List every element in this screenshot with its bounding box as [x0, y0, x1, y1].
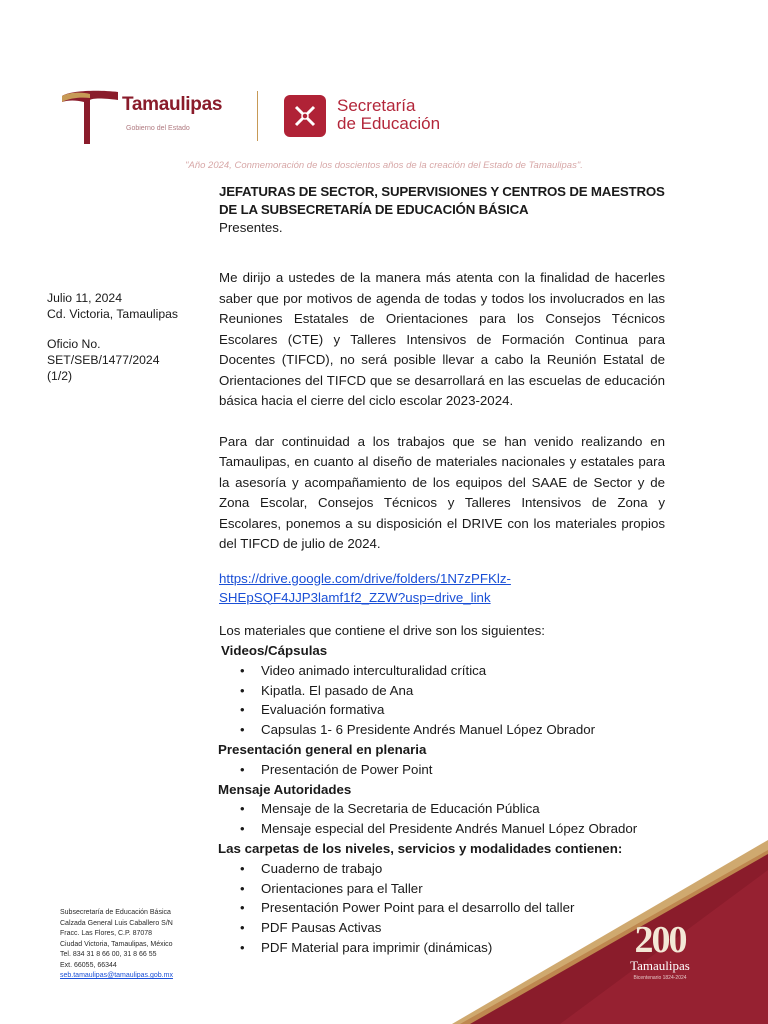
footer-line: Calzada General Luis Caballero S/N — [60, 919, 173, 927]
list-item: • Presentación de Power Point — [261, 760, 688, 780]
list-item: • Capsulas 1- 6 Presidente Andrés Manuel López Obrador — [261, 720, 688, 740]
pencil-ruler-icon — [284, 95, 326, 137]
drive-link-line2[interactable]: SHEpSQF4JJP3lamf1f2_ZZW?usp=drive_link — [219, 589, 491, 605]
letter-body — [219, 268, 665, 641]
section-heading-mensaje: Mensaje Autoridades — [218, 781, 352, 797]
tamaulipas-emblem-icon — [60, 88, 120, 148]
paragraph-2: Para dar continuidad a los trabajos que se han venido realizando en Tamaulipas, en cuanto al diseño de materiales nacionales y estatales para la asesoría y acompañamiento de los equipos del SAAE de Sector y de Zona Escolar, Consejos Técnicos y Talleres Intensivos de Zona y Escolares, ponemos a su disposición el DRIVE con los materiales propios del TIFCD de julio de 2024. — [219, 433, 665, 551]
letter-date: Julio 11, 2024 — [47, 291, 122, 305]
footer-line: Tel. 834 31 8 66 00, 31 8 66 55 — [60, 951, 157, 958]
paragraph-1: Me dirijo a ustedes de la manera más atenta con la finalidad de hacerles saber que por motivos de agenda de todas y todos los involucrados en las Reuniones Estatales de Orientaciones para los Consejos Técnicos Escolares (CTE) y Talleres Intensivos de Formación Continua para Docentes (TIFCD), no será posible llevar a cabo la Reunión Estatal de Orientaciones del TIFCD que se desarrollará en las escuelas de educación básica hacia el cierre del ciclo escolar 2023-2024. — [219, 270, 665, 408]
letter-place: Cd. Victoria, Tamaulipas — [47, 307, 178, 321]
logo-divider — [257, 91, 258, 141]
list-item: • Presentación Power Point para el desarrollo del taller — [261, 898, 688, 918]
drive-link-line1[interactable]: https://drive.google.com/drive/folders/1N7zPFKlz- — [219, 570, 511, 586]
list-item: • Orientaciones para el Taller — [261, 879, 688, 899]
footer-email-link[interactable]: seb.tamaulipas@tamaulipas.gob.mx — [60, 972, 173, 979]
recipient-line3: Presentes. — [219, 220, 283, 235]
motto: "Año 2024, Conmemoración de los doscientos años de la creación del Estado de Tamaulipas". — [185, 160, 583, 171]
footer-line: Fracc. Las Flores, C.P. 87078 — [60, 930, 153, 937]
state-logo-subtext: Gobierno del Estado — [126, 125, 190, 132]
list-item: • Evaluación formativa — [261, 700, 688, 720]
section-heading-carpetas: Las carpetas de los niveles, servicios y modalidades contienen: — [218, 840, 623, 856]
list-item: • Kipatla. El pasado de Ana — [261, 681, 688, 701]
bicentenario-label: Tamaulipas — [630, 958, 690, 973]
bicentenario-sub: Bicentenario 1824-2024 — [633, 975, 687, 981]
list-item: • Mensaje especial del Presidente Andrés Manuel López Obrador — [261, 819, 688, 839]
decorative-corner — [440, 820, 768, 1024]
list-item: • PDF Material para imprimir (dinámicas) — [261, 938, 688, 958]
drive-link[interactable] — [219, 569, 665, 607]
list-presentacion — [218, 760, 688, 780]
list-item: • Cuaderno de trabajo — [261, 859, 688, 879]
secretaria-title-line2: de Educación — [337, 114, 441, 133]
oficio-number: SET/SEB/1477/2024 — [47, 353, 160, 367]
secretaria-title-line1: Secretaría — [337, 96, 416, 115]
materials-intro: Los materiales que contiene el drive son los siguientes: — [219, 622, 545, 638]
section-heading-presentacion: Presentación general en plenaria — [218, 741, 427, 757]
section-heading-videos: Videos/Cápsulas — [221, 643, 328, 658]
bicentenario-number: 200 — [634, 919, 686, 961]
footer-line: Ext. 66055, 66344 — [60, 961, 117, 969]
recipient-line1: JEFATURAS DE SECTOR, SUPERVISIONES Y CENTROS DE MAESTROS — [219, 184, 665, 199]
footer-address — [60, 908, 250, 982]
list-item: • Mensaje de la Secretaria de Educación Pública — [261, 799, 688, 819]
secretaria-logo — [284, 95, 484, 145]
page-indicator: (1/2) — [47, 369, 73, 383]
list-videos — [218, 661, 688, 740]
list-item: • PDF Pausas Activas — [261, 918, 688, 938]
sidebar-meta — [47, 290, 207, 384]
footer-line: Subsecretaría de Educación Básica — [60, 909, 171, 916]
footer-line: Ciudad Victoria, Tamaulipas, México — [60, 940, 173, 948]
recipient-line2: DE LA SUBSECRETARÍA DE EDUCACIÓN BÁSICA — [219, 202, 529, 217]
oficio-label: Oficio No. — [47, 337, 101, 351]
list-item: • Video animado interculturalidad crítica — [261, 661, 688, 681]
recipient-block — [219, 183, 679, 237]
state-logo-text: Tamaulipas — [122, 94, 223, 115]
tamaulipas-logo — [60, 88, 250, 148]
